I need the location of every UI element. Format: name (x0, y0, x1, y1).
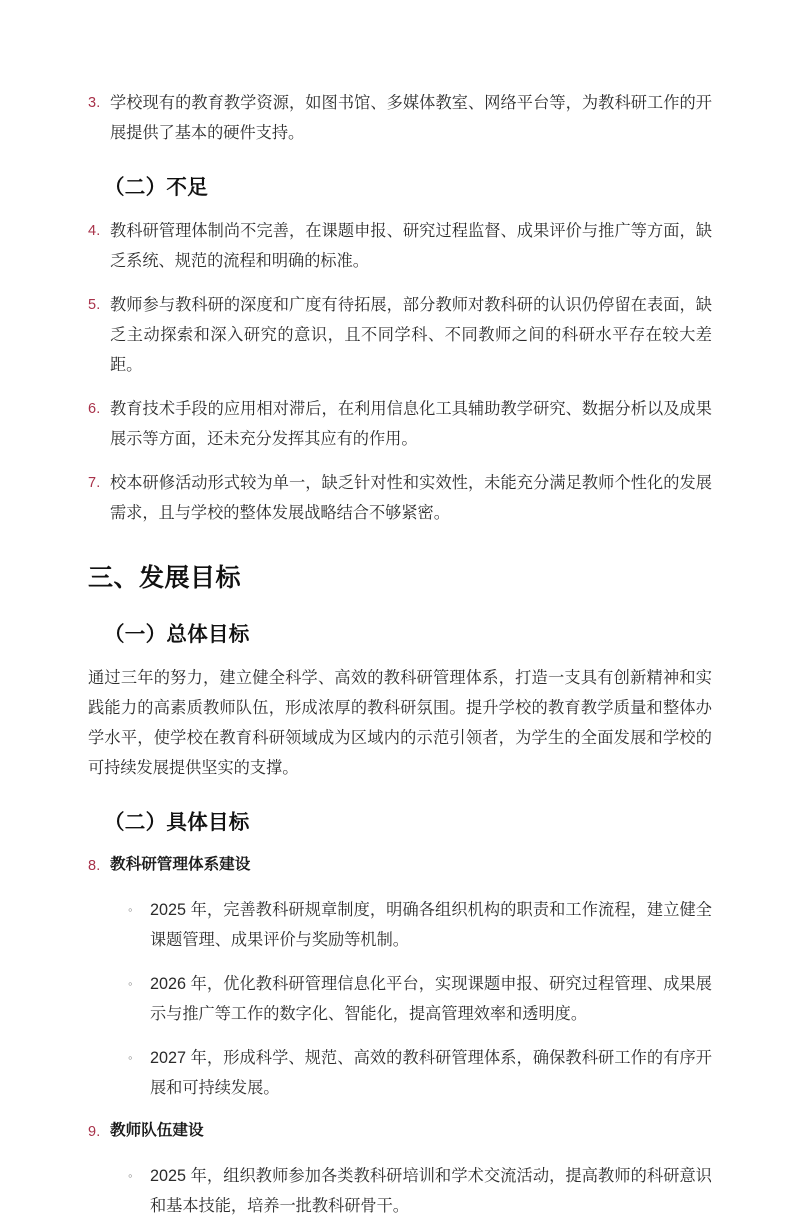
list-marker: 8. (88, 857, 101, 874)
heading-specific-goal: （二）具体目标 (104, 811, 250, 835)
list-item (88, 1117, 712, 1147)
sub-list-item-text: 2027 年，形成科学、规范、高效的教科研管理体系，确保教科研工作的有序开展和可持续发展。 (150, 1048, 712, 1097)
sub-list-item (88, 969, 712, 1029)
goal-group-management-system (88, 851, 712, 1103)
list-item-text: 教育技术手段的应用相对滞后，在利用信息化工具辅助教学研究、数据分析以及成果展示等方面，还未充分发挥其应有的作用。 (110, 399, 712, 448)
list-item-text: 教科研管理体制尚不完善，在课题申报、研究过程监督、成果评价与推广等方面，缺乏系统、规范的流程和明确的标准。 (110, 221, 712, 270)
document-body (88, 88, 712, 1221)
list-marker: 7. (88, 474, 101, 491)
list-marker: 6. (88, 400, 101, 417)
sub-list-item (88, 1043, 712, 1103)
sub-list-item (88, 1161, 712, 1221)
overall-goal-paragraph: 通过三年的努力，建立健全科学、高效的教科研管理体系，打造一支具有创新精神和实践能力的高素质教师队伍，形成浓厚的教科研氛围。提升学校的教育教学质量和整体办学水平，使学校在教育科研领域成为区域内的示范引领者，为学生的全面发展和学校的可持续发展提供坚实的支撑。 (88, 669, 712, 778)
list-item (88, 468, 712, 528)
list-marker: 3. (88, 95, 101, 111)
list-item-text: 学校现有的教育教学资源，如图书馆、多媒体教室、网络平台等，为教科研工作的开展提供了基本的硬件支持。 (110, 94, 712, 142)
sub-list-item-text: 2026 年，优化教科研管理信息化平台，实现课题申报、研究过程管理、成果展示与推广等工作的数字化、智能化，提高管理效率和透明度。 (150, 974, 712, 1023)
sub-list (88, 895, 712, 1103)
hollow-circle-bullet-icon: ◦ (128, 1167, 133, 1183)
list-item-label: 教科研管理体系建设 (110, 855, 251, 873)
sub-list (88, 1161, 712, 1221)
sub-list-item-text: 2025 年，组织教师参加各类教科研培训和学术交流活动，提高教师的科研意识和基本技能，培养一批教科研骨干。 (150, 1166, 712, 1215)
list-item (88, 394, 712, 454)
list-item (88, 216, 712, 276)
heading-section-three: 三、发展目标 (88, 563, 242, 592)
list-item-text: 教师参与教科研的深度和广度有待拓展，部分教师对教科研的认识仍停留在表面，缺乏主动探索和深入研究的意识，且不同学科、不同教师之间的科研水平存在较大差距。 (110, 295, 712, 374)
heading-overall-goal: （一）总体目标 (104, 623, 250, 647)
hollow-circle-bullet-icon: ◦ (128, 975, 133, 991)
heading-weaknesses: （二）不足 (104, 176, 208, 199)
list-item (88, 88, 712, 148)
list-item (88, 851, 712, 881)
list-item-text: 校本研修活动形式较为单一，缺乏针对性和实效性，未能充分满足教师个性化的发展需求，且与学校的整体发展战略结合不够紧密。 (110, 473, 712, 522)
list-item-label: 教师队伍建设 (110, 1121, 204, 1139)
list-item (88, 290, 712, 380)
sub-list-item-text: 2025 年，完善教科研规章制度，明确各组织机构的职责和工作流程，建立健全课题管理、成果评价与奖励等机制。 (150, 900, 712, 949)
list-marker: 4. (88, 222, 101, 239)
list-marker: 5. (88, 296, 101, 313)
hollow-circle-bullet-icon: ◦ (128, 1049, 133, 1065)
hollow-circle-bullet-icon: ◦ (128, 901, 133, 917)
goal-group-teacher-team (88, 1117, 712, 1221)
list-marker: 9. (88, 1123, 101, 1140)
sub-list-item (88, 895, 712, 955)
